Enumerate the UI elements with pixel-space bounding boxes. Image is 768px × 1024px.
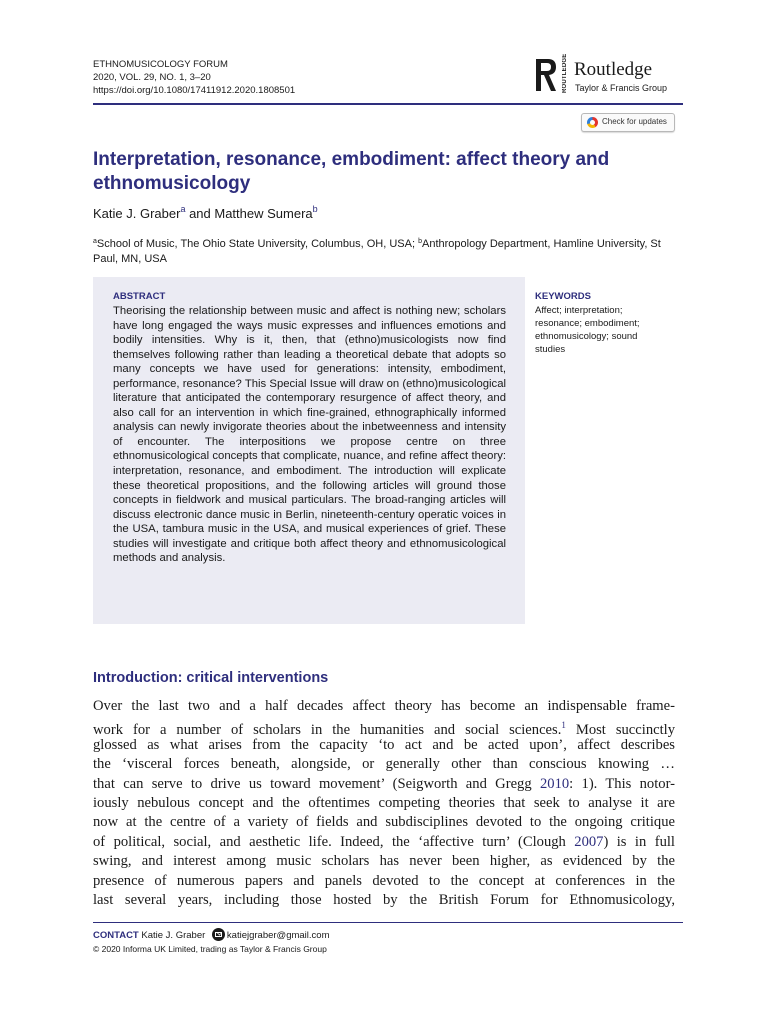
journal-name: ETHNOMUSICOLOGY FORUM [93, 59, 228, 70]
author-separator: and [185, 206, 215, 221]
contact-line [93, 928, 329, 941]
contact-email[interactable]: katiejgraber@gmail.com [226, 930, 330, 941]
publisher-subtitle: Taylor & Francis Group [575, 83, 668, 93]
body-line: of political, social, and aesthetic life. Indeed, the ‘affective turn’ (Clough 2007) is in full [93, 833, 675, 850]
section-heading: Introduction: critical interventions [93, 670, 329, 686]
check-for-updates-button[interactable] [581, 113, 675, 132]
article-title: Interpretation, resonance, embodiment: affect theory and ethnomusicology [93, 149, 610, 194]
keywords-heading: KEYWORDS [535, 291, 591, 302]
author-name[interactable]: Katie J. Graber [93, 206, 181, 221]
body-line: iously nebulous concept and the oftentimes competing theories that seek to analyse it are [93, 794, 675, 811]
body-line: swing, and interest among music scholars has never been higher, as evidenced by the [93, 853, 675, 870]
crossmark-icon [587, 117, 598, 128]
abstract-text: Theorising the relationship between music and affect is nothing new; scholars have long engaged the ways music expresses and influences emotions and bodily intensities. Why is it, then, that (ethno)musicologists now find themselves following rather than leading a theoretical debate that adopts so many concepts we have used for generations: intensity, embodiment, performance, resonance? This Special Issue will draw on (ethno)musicological literature that anticipated the contemporary resurgence of affect theory, and also call for an intervention in which fine-grained, ethnographically informed analysis can newly invigorate theories about the inbetweenness and intensity of encounter. The interpositions we propose centre on three ethnomusicological concepts that complicate, nuance, and refine affect theory: interpretation, resonance, and embodiment. The introduction will explicate these theoretical propositions, and the following articles will ground those concepts in fieldwork and musical particulars. The broad-ranging articles will discuss electronic dance music in Berlin, nineteenth-century operatic voices in the USA, tambura music in the USA, and musical experiences of grief. These studies will investigate and critique both affect theory and ethnomusicological methods and analysis. [113, 305, 506, 565]
footer-divider [93, 922, 683, 923]
body-line: the ‘visceral forces beneath, alongside, or generally other than conscious knowing … [93, 756, 675, 773]
volume-info: 2020, VOL. 29, NO. 1, 3–20 [93, 72, 211, 83]
affiliation-text: School of Music, The Ohio State University, Columbus, OH, USA; [96, 238, 419, 250]
citation-link[interactable]: 2010 [539, 775, 570, 792]
author-name[interactable]: Matthew Sumera [214, 206, 313, 221]
body-line: last several years, including those hosted by the British Forum for Ethnomusicology, [93, 891, 675, 908]
affiliations [93, 234, 683, 267]
doi-link[interactable]: https://doi.org/10.1080/17411912.2020.1808501 [93, 85, 296, 96]
routledge-logo-icon [534, 57, 558, 93]
affiliation-marker[interactable]: a [180, 204, 186, 214]
body-line: glossed as what arises from the capacity ‘to act and be acted upon’, affect describes [93, 736, 675, 753]
body-line: that can serve to drive us toward movement’ (Seigworth and Gregg 2010: 1). This notor- [93, 775, 676, 792]
footnote-ref[interactable]: 1 [561, 720, 566, 731]
affiliation-marker: b [418, 238, 422, 245]
copyright-notice: © 2020 Informa UK Limited, trading as Taylor & Francis Group [93, 944, 327, 954]
body-paragraph [93, 697, 675, 910]
affiliation-marker[interactable]: b [312, 204, 318, 214]
publisher-logo [534, 53, 684, 97]
publisher-name: Routledge [574, 59, 653, 80]
contact-label: CONTACT [93, 930, 139, 941]
keywords-text: Affect; interpretation; resonance; embodiment; ethnomusicology; sound studies [535, 305, 640, 355]
check-for-updates-label: Check for updates [602, 117, 667, 126]
body-line: now at the centre of a variety of fields and subdisciplines devoted to the ongoing critique [93, 814, 675, 831]
mail-icon[interactable] [212, 928, 225, 941]
author-list [93, 204, 318, 221]
publisher-vertical-mark: ROUTLEDGE [562, 53, 568, 93]
body-line: presence of numerous papers and panels devoted to the concept at conferences in the [93, 872, 675, 889]
body-line: work for a number of scholars in the humanities and social sciences.$^1$ Most succinctly [93, 720, 675, 739]
abstract-heading: ABSTRACT [113, 291, 166, 302]
header-divider [93, 103, 683, 105]
citation-link[interactable]: 2007 [574, 833, 604, 850]
affiliation-text: Anthropology Department, Hamline University, St Paul, MN, USA [93, 238, 661, 265]
contact-name: Katie J. Graber [141, 930, 206, 941]
journal-meta [93, 58, 295, 97]
body-line: Over the last two and a half decades affect theory has become an indispensable frame- [93, 698, 675, 714]
affiliation-marker: a [93, 238, 97, 245]
abstract-box [93, 277, 525, 624]
